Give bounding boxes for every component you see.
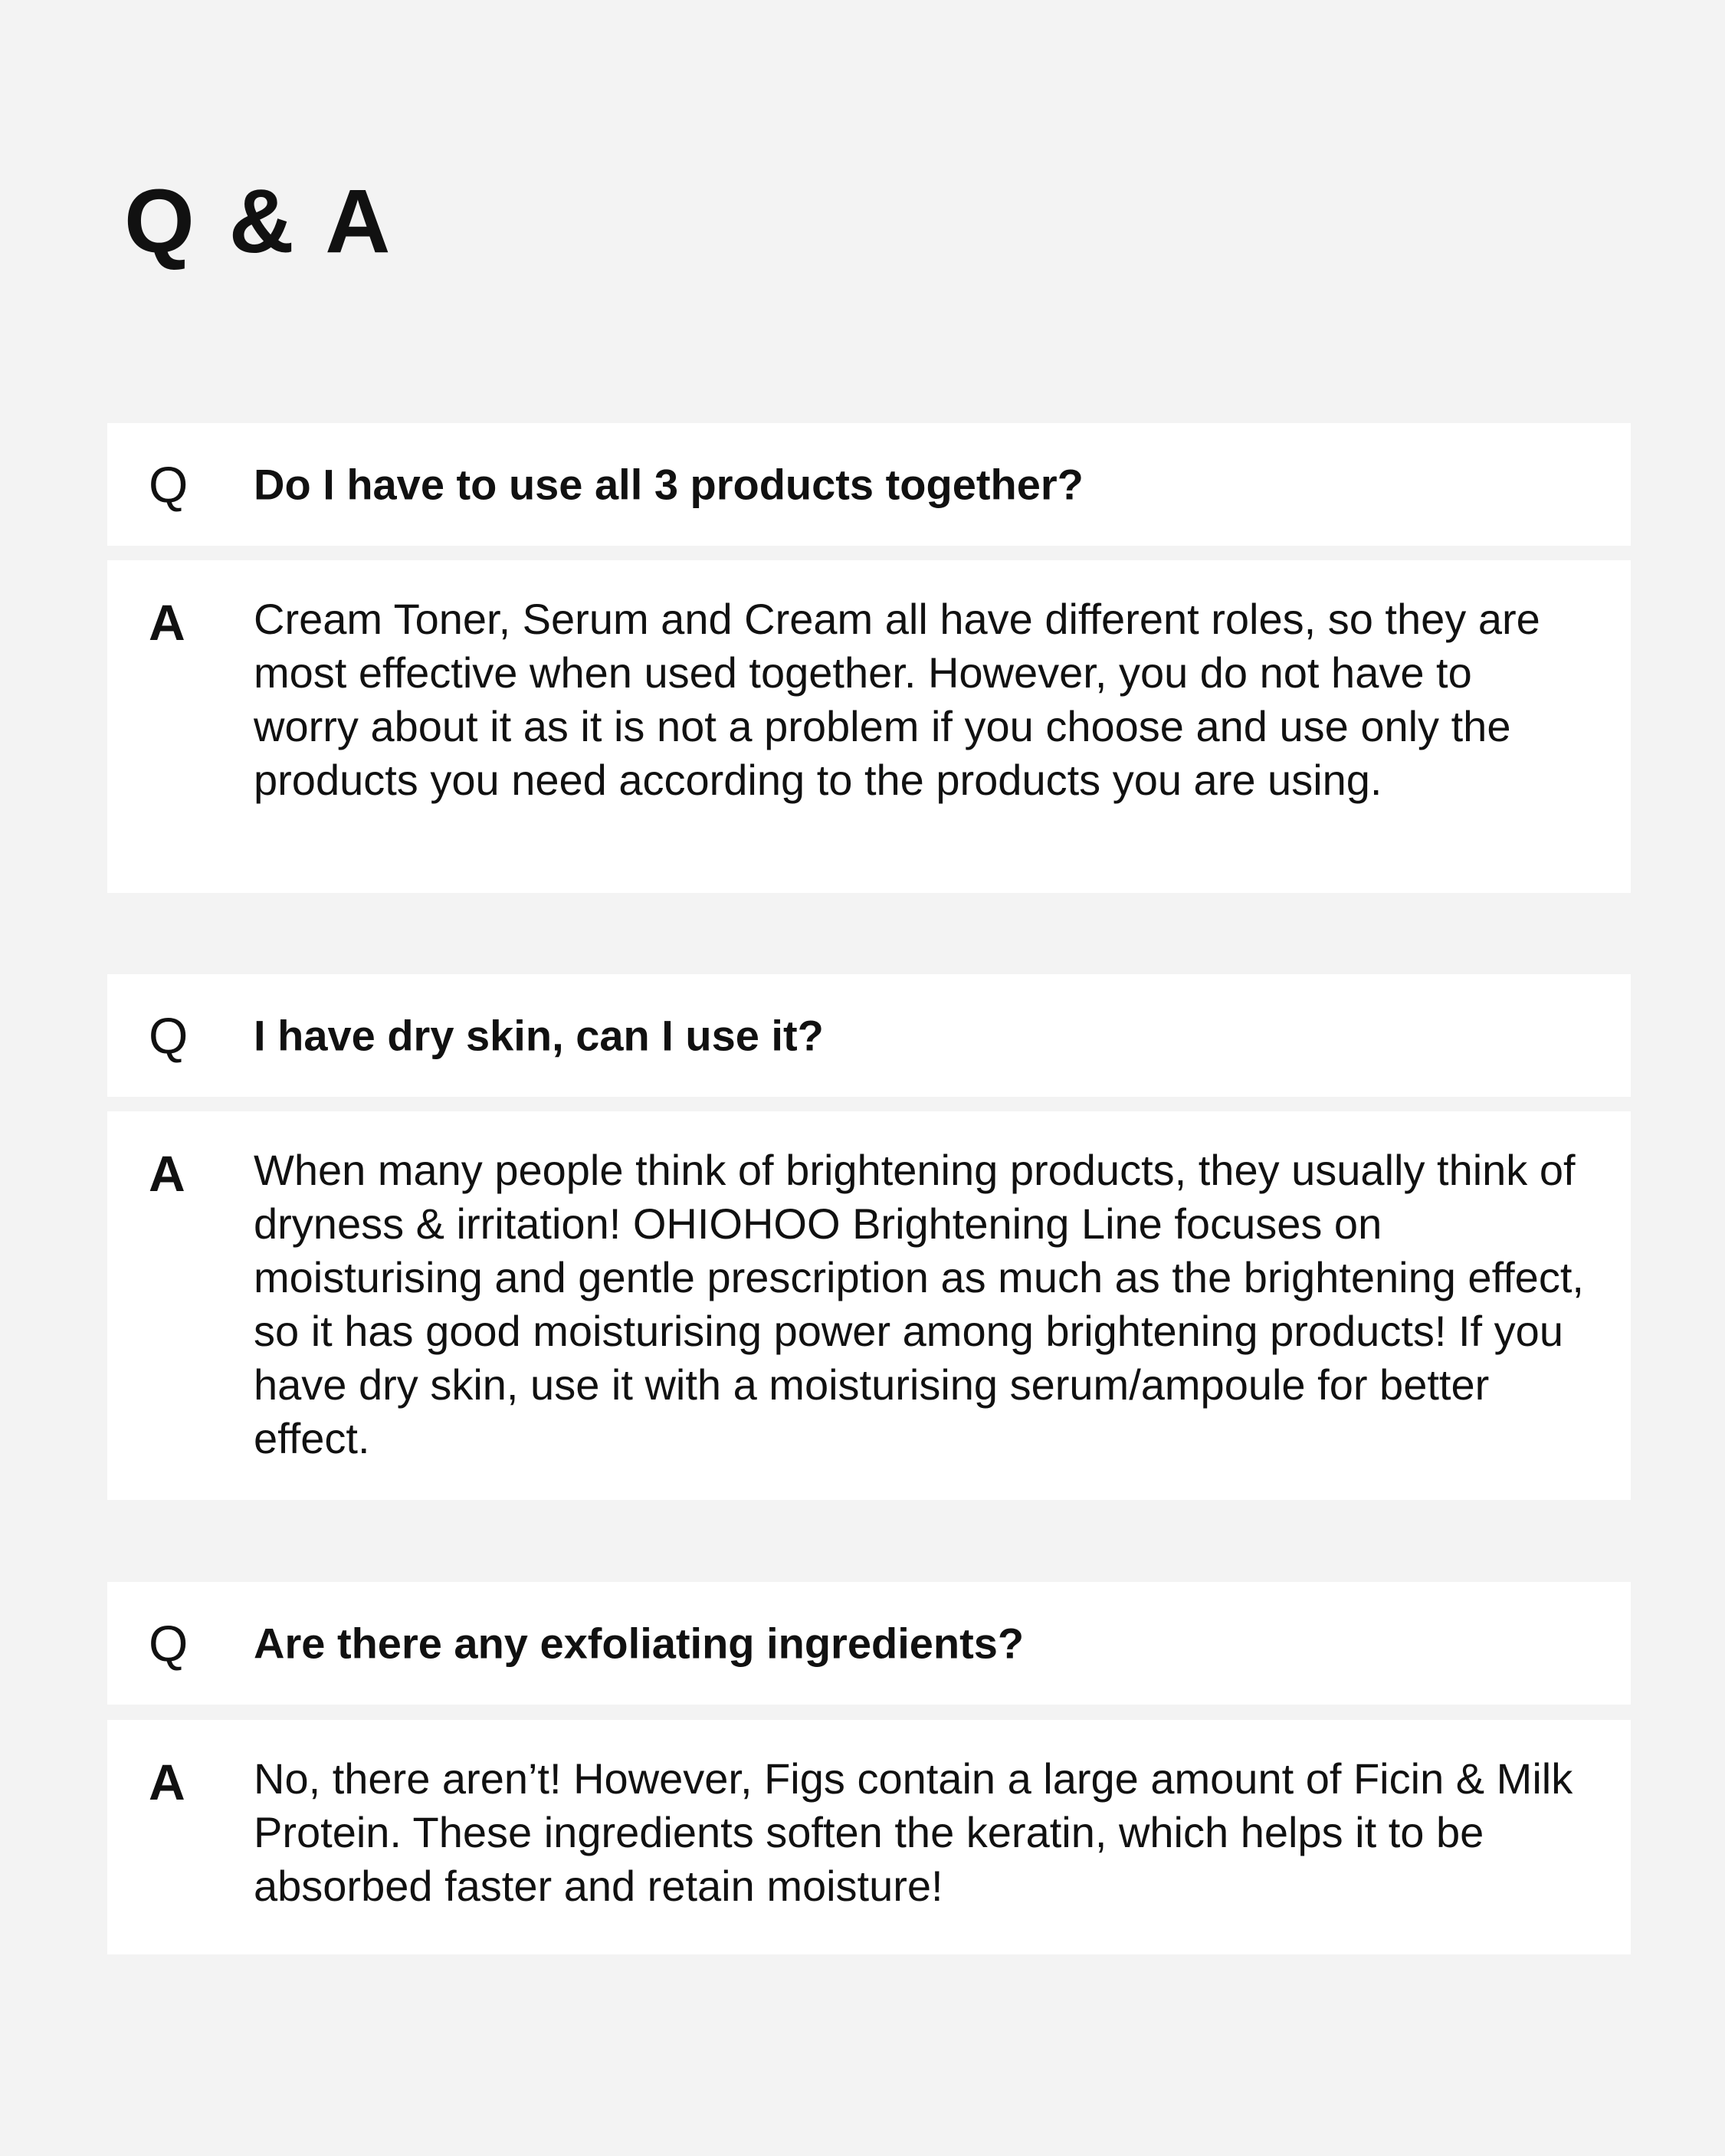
question-text-3: Are there any exfoliating ingredients? [254,1619,1025,1668]
question-marker: Q [149,1615,189,1672]
answer-marker: A [149,594,185,651]
question-marker: Q [149,456,189,513]
answer-text-2: When many people think of brightening products, they usually think of dryness & irritation! OHIOHOO Brightening Line focuses on moisturising and gentle prescription as much as the brightening effect, so it has good moisturising power among brightening products! If you have dry skin, use it with a moisturising serum/ampoule for better effect. [254,1146,1584,1462]
question-card-1 [107,423,1631,546]
answer-card-2 [107,1111,1631,1500]
answer-card-1 [107,560,1631,893]
question-text-1: Do I have to use all 3 products together? [254,460,1084,509]
answer-text-1: Cream Toner, Serum and Cream all have different roles, so they are most effective when used together. However, you do not have to worry about it as it is not a problem if you choose and use only the products you need according to the products you are using. [254,595,1540,804]
question-card-2 [107,974,1631,1097]
answer-marker: A [149,1754,185,1810]
answer-card-3 [107,1720,1631,1954]
question-marker: Q [149,1007,189,1064]
question-text-2: I have dry skin, can I use it? [254,1011,824,1060]
answer-text-3: No, there aren’t! However, Figs contain a large amount of Ficin & Milk Protein. These ingredients soften the keratin, which helps it to be absorbed faster and retain moisture! [254,1754,1573,1910]
answer-marker: A [149,1145,185,1202]
page-title: Q & A [124,171,395,272]
question-card-3 [107,1582,1631,1705]
